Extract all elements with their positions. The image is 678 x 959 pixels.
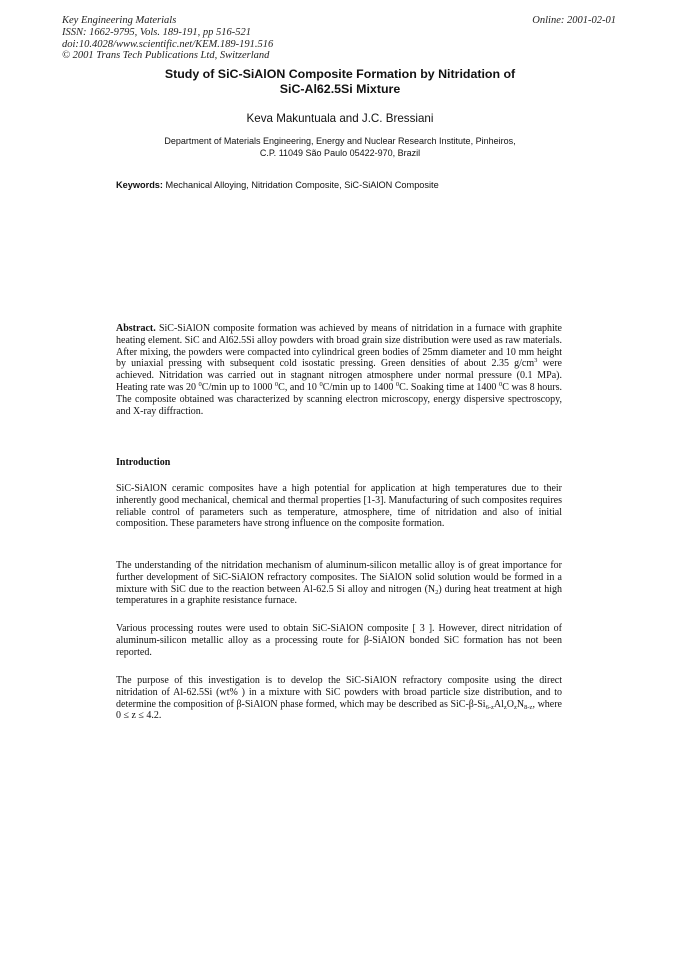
paragraph-text: The understanding of the nitridation mechanism of aluminum-silicon metallic alloy is of great importance for further development of SiC-SiAlON refractory composites. The SiAlON solid solution would be formed in a mixture with SiC due to the reaction between Al-62.5 Si alloy and nitrogen (N — [116, 560, 562, 595]
online-date: Online: 2001-02-01 — [532, 15, 616, 26]
paragraph-text: SiC-SiAlON ceramic composites have a high potential for application at high temperatures due to their inherently good mechanical, chemical and thermal properties [1-3]. Manufacturing of such composites requires reliable control of parameters such as temperature, atmosphere, time of nitridation and also of initial composition. These parameters have strong influence on the composite formation. — [116, 483, 562, 530]
keywords — [116, 180, 439, 190]
issn-line: ISSN: 1662-9795, Vols. 189-191, pp 516-521 — [62, 26, 251, 38]
paragraph-3 — [116, 623, 562, 658]
affiliation — [90, 136, 590, 159]
superscript: 0 — [319, 380, 323, 388]
abstract-text: C. Soaking time at 1400 — [399, 381, 500, 393]
superscript: 3 — [534, 357, 538, 365]
journal-name: Key Engineering Materials — [62, 15, 177, 26]
superscript: 0 — [198, 380, 202, 388]
paper-title — [100, 67, 580, 97]
subscript: z — [514, 703, 517, 711]
subscript: z — [503, 703, 507, 711]
abstract-text: C/min up to 1000 — [201, 381, 275, 393]
abstract-text: C, and 10 — [278, 381, 320, 393]
superscript: 0 — [395, 380, 400, 388]
paragraph-text: ) during heat treatment at high temperatures in a graphite resistance furnace. — [116, 583, 562, 607]
authors: Keva Makuntuala and J.C. Bressiani — [246, 112, 434, 125]
paragraph-2 — [116, 560, 562, 607]
abstract-text: C was 8 hours. The composite obtained was characterized by scanning electron microscopy, energy dispersive spectroscopy, and X-ray diffraction. — [116, 381, 562, 417]
subscript: 6-z — [485, 703, 494, 711]
copyright-line: © 2001 Trans Tech Publications Ltd, Switzerland — [62, 50, 270, 62]
subscript: 8-z — [524, 703, 533, 711]
abstract — [116, 323, 562, 417]
superscript: 0 — [499, 380, 503, 388]
publication-header — [62, 15, 273, 62]
paragraph-text: Various processing routes were used to obtain SiC-SiAlON composite [ 3 ]. However, direct nitridation of aluminum-silicon metallic alloy as a processing route for β-SiAlON bonded SiC formation has not been reported. — [116, 623, 562, 658]
formula-part: O — [506, 698, 515, 710]
affiliation-line-1: Department of Materials Engineering, Energy and Nuclear Research Institute, Pinheiros, — [164, 136, 516, 146]
paragraph-1 — [116, 483, 562, 530]
formula-part: Al — [493, 698, 504, 710]
doi-line: doi:10.4028/www.scientific.net/KEM.189-191.516 — [62, 38, 274, 50]
affiliation-line-2: C.P. 11049 São Paulo 05422-970, Brazil — [259, 147, 421, 158]
subscript: 2 — [435, 588, 439, 596]
abstract-text: SiC-SiAlON composite formation was achieved by means of nitridation in a furnace with graphite heating element. SiC and Al62.5Si alloy powders with broad grain size distribution were used as raw materials. After mixing, the powders were compacted into cylindrical green bodies of 25mm diameter and 10 mm height by uniaxial pressing with subsequent cold isostatic pressing. Green densities of about 2.35 g/cm — [116, 323, 562, 370]
abstract-label: Abstract. — [116, 323, 156, 334]
section-heading-introduction: Introduction — [116, 457, 171, 468]
keywords-text: Mechanical Alloying, Nitridation Composite, SiC-SiAlON Composite — [162, 180, 439, 190]
paragraph-text: The purpose of this investigation is to develop the SiC-SiAlON refractory composite using the direct nitridation of Al-62.5Si (wt% ) in a mixture with SiC powders with broad particle size distribution, and to determine the composition of β-SiAlON phase formed, which may be described as SiC-β-Si — [116, 675, 562, 710]
paragraph-text: , where 0 ≤ z ≤ 4.2. — [116, 698, 562, 722]
formula-part: N — [516, 698, 525, 710]
title-line-2: SiC-Al62.5Si Mixture — [279, 82, 401, 96]
paragraph-4 — [116, 675, 562, 722]
abstract-text: were achieved. Nitridation was carried out in stagnant nitrogen atmosphere under normal pressure (0.1 MPa). Heating rate was 20 — [116, 358, 562, 393]
superscript: 0 — [274, 380, 279, 388]
keywords-label: Keywords: — [116, 180, 163, 190]
title-line-1: Study of SiC-SiAlON Composite Formation by Nitridation of — [164, 67, 516, 81]
abstract-text: C/min up to 1400 — [322, 381, 396, 393]
